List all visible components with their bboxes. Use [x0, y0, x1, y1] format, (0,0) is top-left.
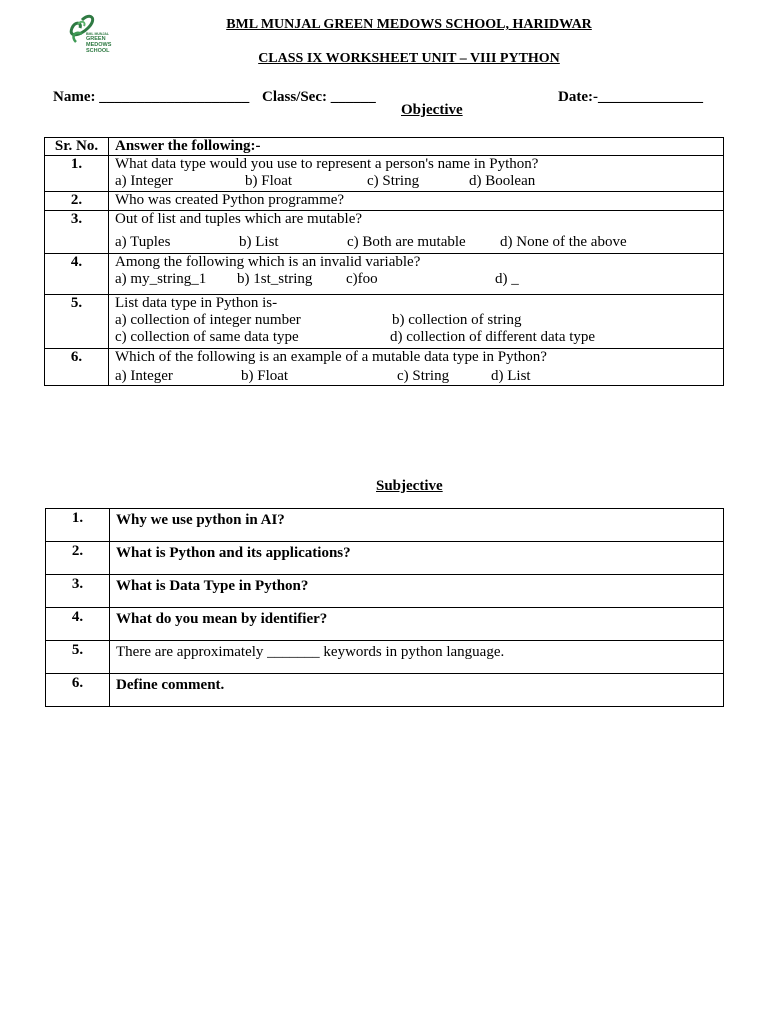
question-number: 3.: [46, 575, 110, 608]
option-c: c)foo: [346, 271, 378, 287]
table-row: [45, 295, 724, 349]
question-number: 2.: [45, 192, 109, 211]
question-number: 2.: [46, 542, 110, 575]
objective-table: [44, 137, 724, 386]
question-text: What is Data Type in Python?: [110, 575, 724, 608]
table-row: [46, 542, 724, 575]
logo-wordmark: BML MUNJAL GREEN MEDOWS SCHOOL: [86, 32, 112, 54]
option-d: d) _: [495, 271, 519, 287]
question-number: 1.: [46, 509, 110, 542]
table-row: [46, 674, 724, 707]
question-number: 6.: [46, 674, 110, 707]
option-b: b) collection of string: [392, 312, 522, 328]
options-row: [115, 329, 717, 346]
date-field-label: Date:-______________: [558, 89, 703, 105]
table-row: [46, 641, 724, 674]
table-row: [45, 211, 724, 254]
options-row: [115, 173, 717, 190]
question-text: What is Python and its applications?: [110, 542, 724, 575]
question-cell: [109, 254, 724, 295]
option-c: c) String: [397, 368, 450, 384]
table-row: [46, 608, 724, 641]
question-text: What data type would you use to represent a person's name in Python?: [115, 156, 539, 172]
school-name: BML MUNJAL GREEN MEDOWS SCHOOL, HARIDWAR: [226, 17, 592, 32]
question-text: Out of list and tuples which are mutable?: [115, 211, 363, 227]
question-cell: [109, 295, 724, 349]
sr-no-header: Sr. No.: [45, 138, 109, 156]
subjective-table: [45, 508, 724, 707]
name-field-label: Name: ____________________: [53, 89, 250, 105]
question-number: 1.: [45, 156, 109, 192]
option-b: b) Float: [241, 368, 289, 384]
question-text: Among the following which is an invalid variable?: [115, 254, 421, 270]
question-text: There are approximately _______ keywords in python language.: [110, 641, 724, 674]
worksheet-title: CLASS IX WORKSHEET UNIT – VIII PYTHON: [258, 51, 560, 66]
question-number: 5.: [45, 295, 109, 349]
table-row: [45, 156, 724, 192]
option-d: d) List: [491, 368, 531, 384]
question-number: 4.: [46, 608, 110, 641]
table-row: [45, 349, 724, 386]
question-number: 4.: [45, 254, 109, 295]
options-row: [115, 234, 717, 251]
option-d: d) None of the above: [500, 234, 627, 250]
question-text: Who was created Python programme?: [109, 192, 724, 211]
question-number: 5.: [46, 641, 110, 674]
question-header: Answer the following:-: [109, 138, 724, 156]
table-row: [45, 192, 724, 211]
table-row: [45, 254, 724, 295]
option-b: b) Float: [245, 173, 293, 189]
question-text: Define comment.: [110, 674, 724, 707]
option-a: a) Integer: [115, 368, 173, 384]
table-row: [46, 575, 724, 608]
question-cell: [109, 349, 724, 386]
options-row: [115, 368, 717, 385]
option-d: d) collection of different data type: [390, 329, 596, 345]
options-row: [115, 312, 717, 329]
option-c: c) collection of same data type: [115, 329, 299, 345]
option-c: c) String: [367, 173, 420, 189]
option-b: b) List: [239, 234, 279, 250]
question-number: 3.: [45, 211, 109, 254]
question-cell: [109, 156, 724, 192]
question-number: 6.: [45, 349, 109, 386]
objective-heading: Objective: [401, 102, 463, 118]
option-a: a) Tuples: [115, 234, 171, 250]
question-text: Why we use python in AI?: [110, 509, 724, 542]
option-c: c) Both are mutable: [347, 234, 466, 250]
table-row: [46, 509, 724, 542]
options-row: [115, 271, 717, 288]
option-a: a) Integer: [115, 173, 173, 189]
question-text: What do you mean by identifier?: [110, 608, 724, 641]
option-a: a) collection of integer number: [115, 312, 301, 328]
option-a: a) my_string_1: [115, 271, 207, 287]
subjective-heading: Subjective: [376, 478, 443, 494]
table-header-row: [45, 138, 724, 156]
option-b: b) 1st_string: [237, 271, 313, 287]
question-text: Which of the following is an example of a mutable data type in Python?: [115, 349, 547, 365]
question-text: List data type in Python is-: [115, 295, 278, 311]
option-d: d) Boolean: [469, 173, 536, 189]
question-cell: [109, 211, 724, 254]
class-section-field-label: Class/Sec: ______: [262, 89, 376, 105]
